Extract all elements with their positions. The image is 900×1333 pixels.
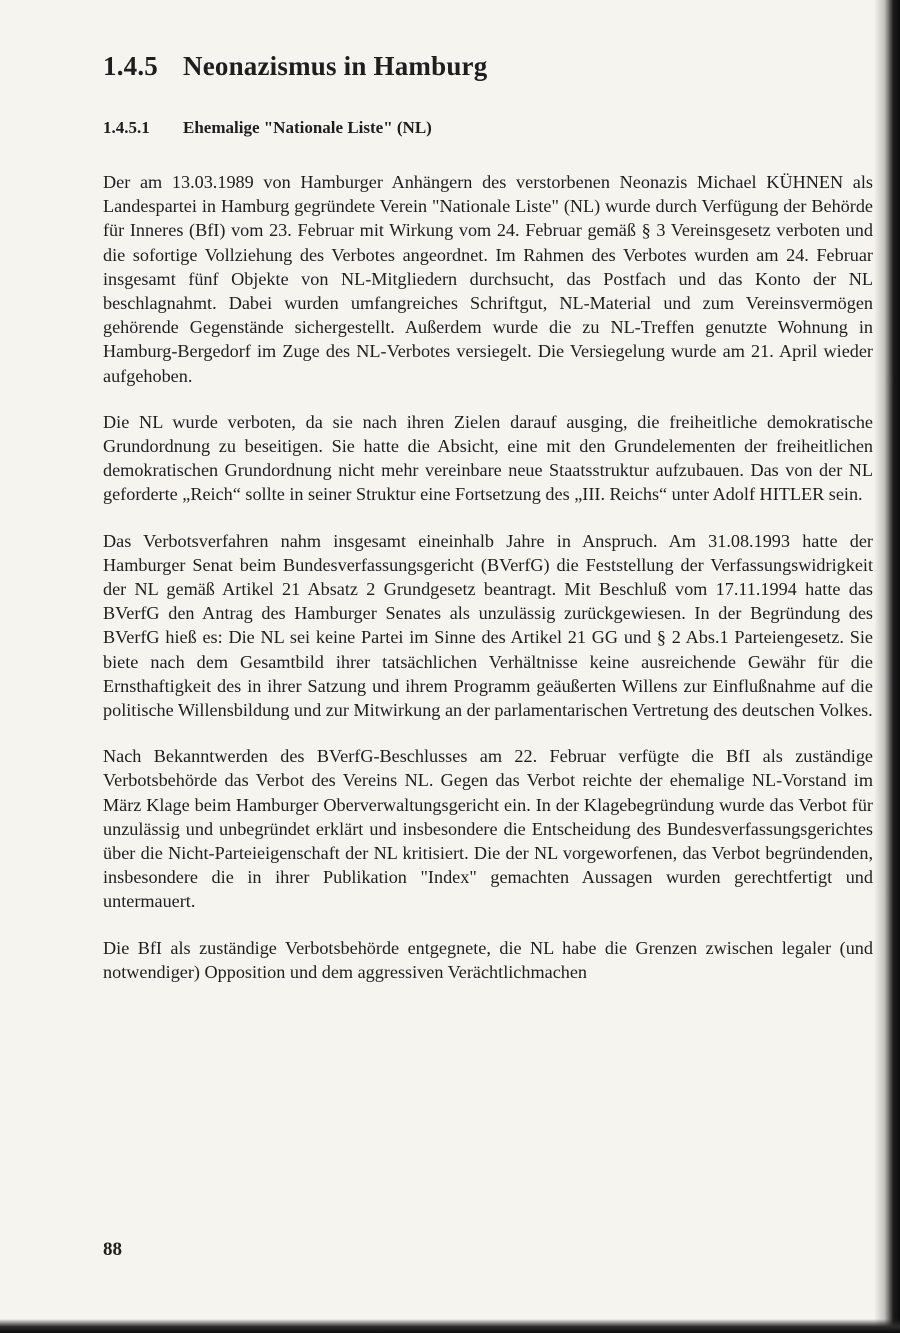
- paragraph: Nach Bekanntwerden des BVerfG-Beschlusses am 22. Februar verfügte die BfI als zuständige Verbotsbehörde das Verbot des Vereins NL. Gegen das Verbot reichte der ehemalige NL-Vorstand im März Klage beim Hamburger Oberverwaltungsgericht ein. In der Klagebegründung wurde das Verbot für unzulässig und unbegründet erklärt und insbesondere die Entscheidung des Bundesverfassungsgerichtes über die Nicht-Parteieigenschaft der NL kritisiert. Die der NL vorgeworfenen, das Verbot begründenden, insbesondere die in ihrer Publikation "Index" gemachten Aussagen wurden gerechtfertigt und untermauert.: [103, 746, 873, 912]
- section-heading: [103, 42, 873, 90]
- page-number: 88: [103, 1239, 122, 1260]
- section-title: Neonazismus in Hamburg: [183, 51, 488, 81]
- scan-shadow-right: [874, 0, 900, 1333]
- subsection-number: 1.4.5.1: [103, 118, 150, 137]
- subsection-title: Ehemalige "Nationale Liste" (NL): [183, 118, 432, 137]
- paragraph: Der am 13.03.1989 von Hamburger Anhängern des verstorbenen Neonazis Michael KÜHNEN als Landespartei in Hamburg gegründete Verein "Nationale Liste" (NL) wurde durch Verfügung der Behörde für Inneres (BfI) vom 23. Februar mit Wirkung vom 24. Februar gemäß § 3 Vereinsgesetz verboten und die sofortige Vollziehung des Verbotes angeordnet. Im Rahmen des Verbotes wurden am 24. Februar insgesamt fünf Objekte von NL-Mitgliedern durchsucht, das Postfach und das Konto der NL beschlagnahmt. Dabei wurden umfangreiches Schriftgut, NL-Material und zum Vereinsvermögen gehörende Gegenstände sichergestellt. Außerdem wurde die zu NL-Treffen genutzte Wohnung in Hamburg-Bergedorf im Zuge des NL-Verbotes versiegelt. Die Versiegelung wurde am 21. April wieder aufgehoben.: [103, 172, 873, 386]
- paragraph: Die NL wurde verboten, da sie nach ihren Zielen darauf ausging, die freiheitliche demokratische Grundordnung zu beseitigen. Sie hatte die Absicht, eine mit den Grundelementen der freiheitlichen demokratischen Grundordnung nicht mehr vereinbare neue Staatsstruktur aufzubauen. Das von der NL geforderte „Reich“ sollte in seiner Struktur eine Fortsetzung des „III. Reichs“ unter Adolf HITLER sein.: [103, 411, 873, 505]
- paragraph: Die BfI als zuständige Verbotsbehörde entgegnete, die NL habe die Grenzen zwischen legaler (und notwendiger) Opposition und dem aggressiven Verächtlichmachen: [103, 937, 873, 982]
- paragraph: Das Verbotsverfahren nahm insgesamt eineinhalb Jahre in Anspruch. Am 31.08.1993 hatte der Hamburger Senat beim Bundesverfassungsgericht (BVerfG) die Feststellung der Verfassungswidrigkeit der NL gemäß Artikel 21 Absatz 2 Grundgesetz beantragt. Mit Beschluß vom 17.11.1994 hatte das BVerfG den Antrag des Hamburger Senates als unzulässig zurückgewiesen. In der Begründung des BVerfG hieß es: Die NL sei keine Partei im Sinne des Artikel 21 GG und § 2 Abs.1 Parteiengesetz. Sie biete nach dem Gesamtbild ihrer tatsächlichen Verhältnisse keine ausreichende Gewähr für die Ernsthaftigkeit des in ihrer Satzung und ihrem Programm geäußerten Willens zur Einflußnahme auf die politische Willensbildung und zur Mitwirkung an der parlamentarischen Vertretung des deutschen Volkes.: [103, 530, 873, 721]
- section-number: 1.4.5: [103, 51, 158, 81]
- subsection-heading: [103, 114, 873, 142]
- scan-shadow-bottom: [0, 1319, 900, 1333]
- page-content: [103, 42, 873, 984]
